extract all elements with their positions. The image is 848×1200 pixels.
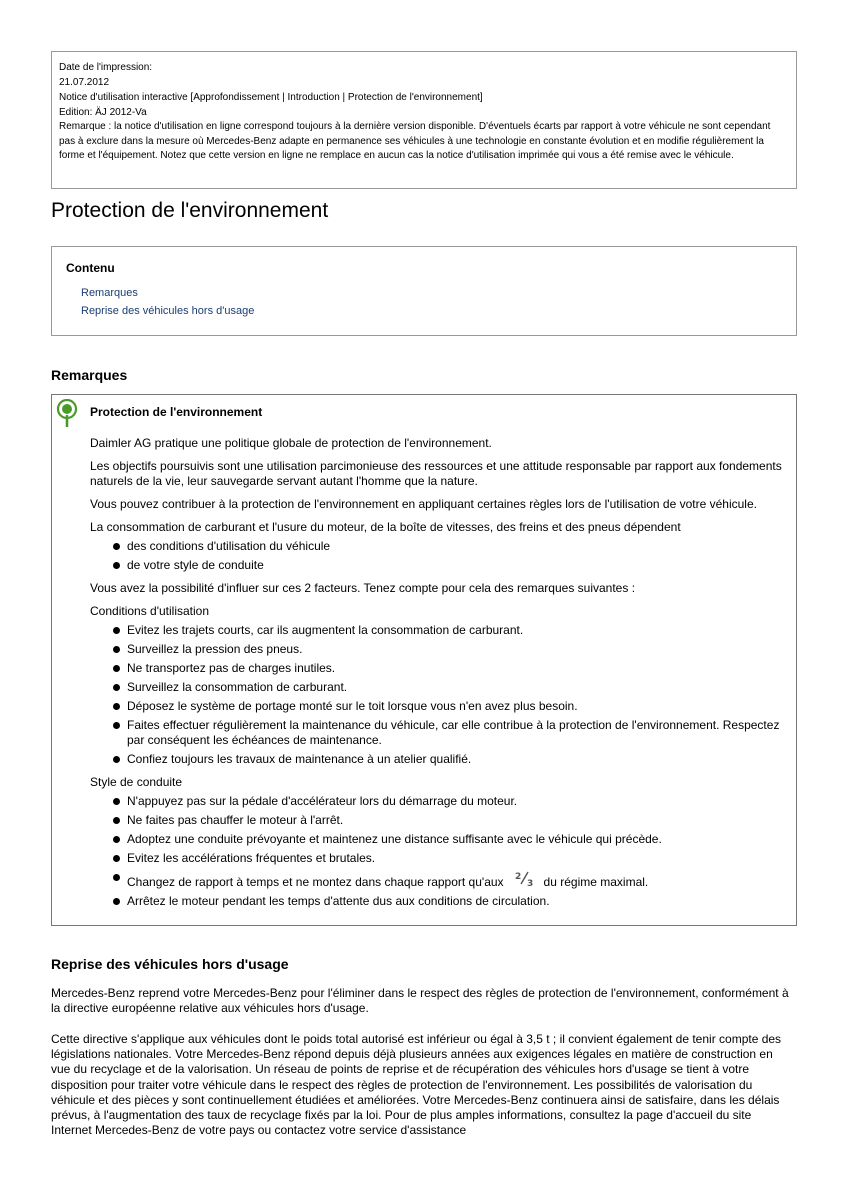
- list-item: Adoptez une conduite prévoyante et maintenez une distance suffisante avec le véhicule qui précède.: [90, 832, 790, 847]
- conditions-label: Conditions d'utilisation: [90, 604, 210, 618]
- toc-title: Contenu: [66, 261, 115, 275]
- style-label: Style de conduite: [90, 775, 183, 789]
- svg-text:3: 3: [526, 879, 533, 888]
- list-item: Arrêtez le moteur pendant les temps d'attente dus aux conditions de circulation.: [90, 894, 790, 909]
- two-thirds-fraction-icon: [512, 870, 538, 888]
- table-of-contents: [51, 246, 797, 336]
- list-item: Surveillez la consommation de carburant.: [90, 680, 790, 695]
- note-paragraph: La consommation de carburant et l'usure du moteur, de la boîte de vitesses, des freins et des pneus dépendent: [90, 520, 681, 534]
- list-item: Confiez toujours les travaux de maintenance à un atelier qualifié.: [90, 752, 790, 767]
- driving-style-list: [90, 794, 790, 909]
- list-item: Ne transportez pas de charges inutiles.: [90, 661, 790, 676]
- section-heading-reprise: Reprise des véhicules hors d'usage: [51, 956, 289, 972]
- environment-leaf-icon: [56, 399, 78, 427]
- toc-link-reprise[interactable]: Reprise des véhicules hors d'usage: [81, 305, 255, 317]
- gear-text-before: Changez de rapport à temps et ne montez dans chaque rapport qu'aux: [127, 875, 504, 889]
- toc-link-remarques[interactable]: Remarques: [81, 287, 138, 299]
- breadcrumb: Notice d'utilisation interactive [Approfondissement | Introduction | Protection de l'environnement]: [59, 92, 483, 103]
- section-heading-remarques: Remarques: [51, 367, 128, 383]
- list-item: des conditions d'utilisation du véhicule: [90, 539, 790, 554]
- reprise-paragraph-1: Mercedes-Benz reprend votre Mercedes-Benz pour l'éliminer dans le respect des règles de protection de l'environnement, conformément à la directive européenne relative aux véhicules hors d'usage.: [51, 986, 789, 1016]
- conditions-list: [90, 623, 790, 767]
- list-item: [90, 870, 790, 890]
- list-item: Ne faites pas chauffer le moteur à l'arrêt.: [90, 813, 790, 828]
- page-title: Protection de l'environnement: [51, 199, 329, 222]
- reprise-paragraph-2: Cette directive s'applique aux véhicules dont le poids total autorisé est inférieur ou égal à 3,5 t ; il convient également de tenir compte des législations nationales. Votre Mercedes-Benz répond depuis déjà plusieurs années aux exigences légales en matière de construction en vue du recyclage et de la valorisation. Un réseau de points de reprise et de récupération des véhicules hors d'usage se tient à votre disposition pour traiter votre véhicule dans le respect des règles de protection de l'environnement. Les possibilités de valorisation du véhicule et des pièces y sont continuellement étudiées et améliorées. Votre Mercedes-Benz continuera ainsi de satisfaire, dans les délais prévus, à l'augmentation des taux de recyclage fixés par la loi. Pour de plus amples informations, consultez la page d'accueil du site Internet Mercedes-Benz de votre pays ou contactez votre service d'assistance: [51, 1032, 782, 1138]
- note-title: Protection de l'environnement: [90, 405, 263, 419]
- environment-note-box: [51, 394, 797, 926]
- list-item: Evitez les accélérations fréquentes et brutales.: [90, 851, 790, 866]
- list-item: Evitez les trajets courts, car ils augmentent la consommation de carburant.: [90, 623, 790, 638]
- list-item: Faites effectuer régulièrement la maintenance du véhicule, car elle contribue à la protection de l'environnement. Respectez par conséquent les échéances de maintenance.: [90, 718, 790, 748]
- svg-text:2: 2: [514, 872, 521, 882]
- list-item: N'appuyez pas sur la pédale d'accélérateur lors du démarrage du moteur.: [90, 794, 790, 809]
- note-paragraph: Vous avez la possibilité d'influer sur ces 2 facteurs. Tenez compte pour cela des remarques suivantes :: [90, 581, 636, 595]
- note-body: [90, 436, 790, 917]
- print-date-label: Date de l'impression:: [59, 62, 153, 73]
- list-item: de votre style de conduite: [90, 558, 790, 573]
- gear-text-after: du régime maximal.: [543, 875, 649, 889]
- print-date: 21.07.2012: [59, 77, 110, 88]
- note-paragraph: Daimler AG pratique une politique globale de protection de l'environnement.: [90, 436, 492, 450]
- online-remark: Remarque : la notice d'utilisation en ligne correspond toujours à la dernière version disponible. D'éventuels écarts par rapport à votre véhicule ne sont cependant pas à exclure dans la mesure où Mercedes-Benz adapte en permanence ses véhicules à une technologie en constante évolution et en modifie régulièrement la forme et l'équipement. Notez que cette version en ligne ne remplace en aucun cas la notice d'utilisation imprimée qui vous a été remise avec le véhicule.: [59, 121, 771, 161]
- list-item: Déposez le système de portage monté sur le toit lorsque vous n'en avez plus besoin.: [90, 699, 790, 714]
- edition: Edition: ÄJ 2012-Va: [59, 107, 147, 118]
- factors-list: [90, 539, 790, 573]
- print-info-box: [51, 51, 797, 189]
- list-item: Surveillez la pression des pneus.: [90, 642, 790, 657]
- note-paragraph: Les objectifs poursuivis sont une utilisation parcimonieuse des ressources et une attitude responsable par rapport aux fondements naturels de la vie, leur sauvegarde servant autant l'homme que la nature.: [90, 459, 782, 488]
- note-paragraph: Vous pouvez contribuer à la protection de l'environnement en appliquant certaines règles lors de l'utilisation de votre véhicule.: [90, 497, 757, 511]
